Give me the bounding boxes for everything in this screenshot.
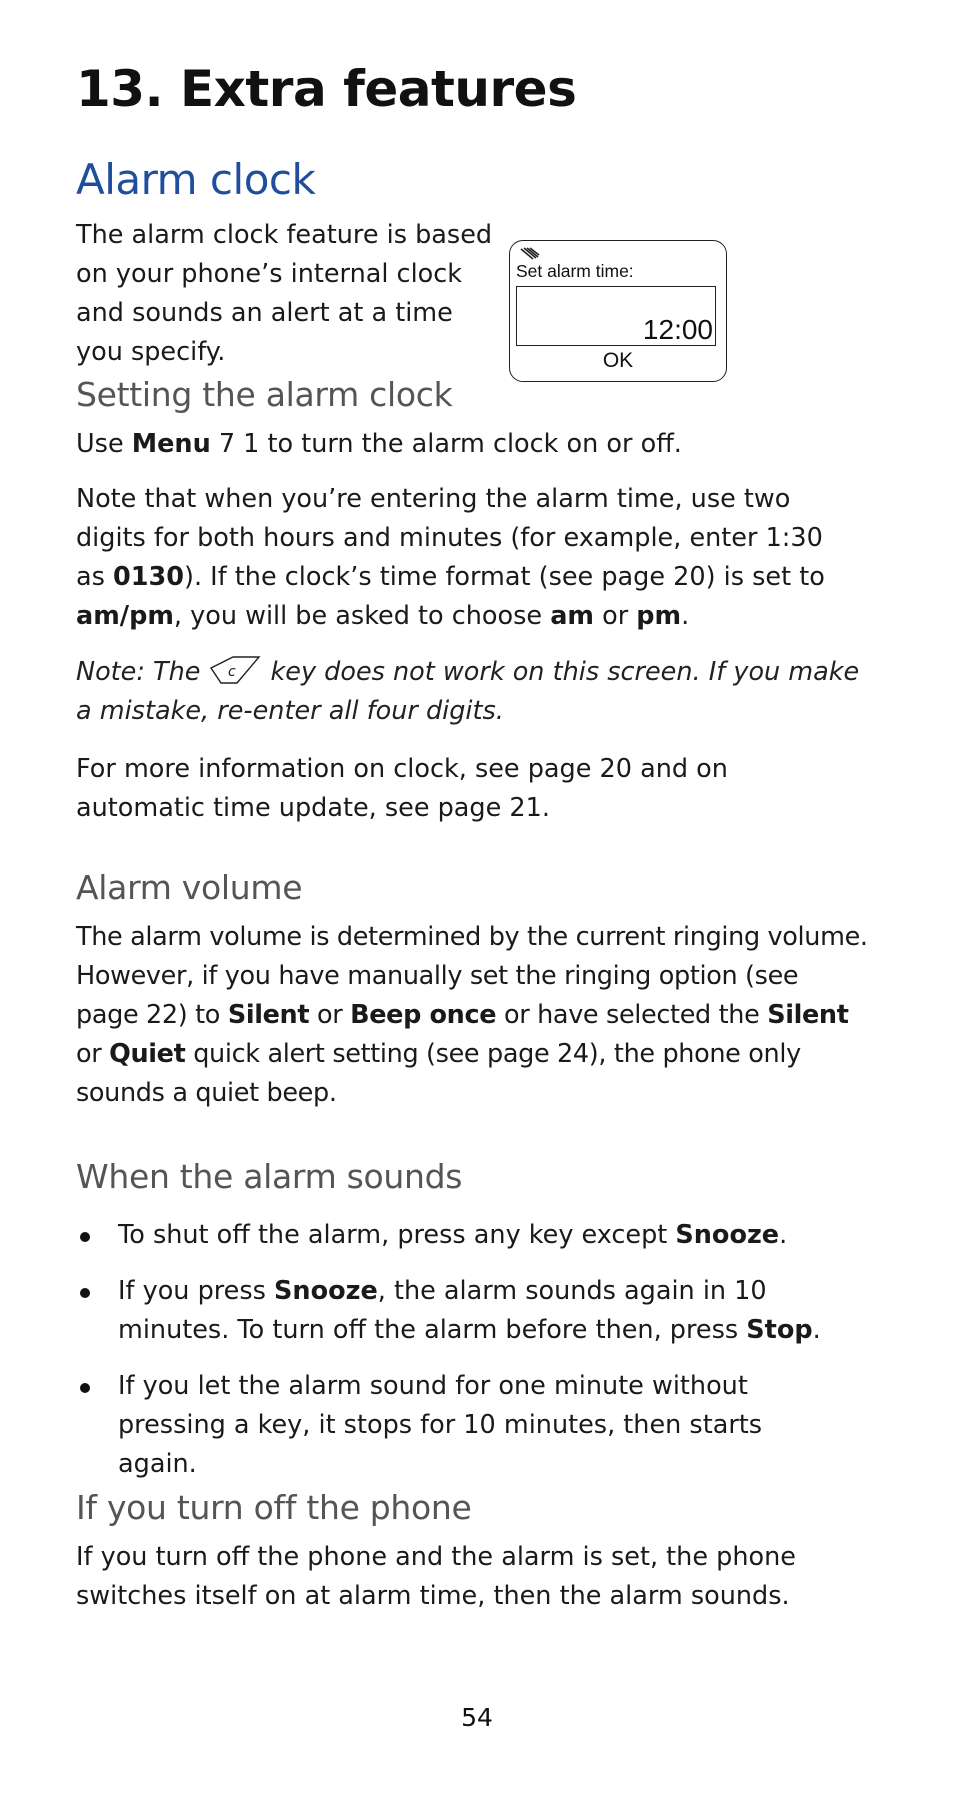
- list-item: To shut off the alarm, press any key except Snooze.: [76, 1216, 836, 1255]
- signal-icon: [519, 246, 541, 262]
- clear-key-note: Note: The c key does not work on this screen. If you make a mistake, re-enter all four digits.: [76, 653, 866, 731]
- phone-display-illustration: [509, 240, 727, 382]
- chapter-title: 13. Extra features: [76, 60, 577, 118]
- turn-off-paragraph: If you turn off the phone and the alarm is set, the phone switches itself on at alarm time, then the alarm sounds.: [76, 1542, 796, 1611]
- time-entry-field: [516, 286, 716, 346]
- alarm-time-value: 12:00: [642, 314, 713, 345]
- intro-paragraph: The alarm clock feature is based on your phone’s internal clock and sounds an alert at a time you specify.: [76, 220, 493, 367]
- svg-text:c: c: [227, 664, 236, 680]
- page-number: 54: [461, 1703, 493, 1732]
- more-info-paragraph: For more information on clock, see page 20 and on automatic time update, see page 21.: [76, 754, 728, 823]
- menu-instruction: Use Menu 7 1 to turn the alarm clock on or off.: [76, 429, 682, 459]
- entry-note-paragraph: Note that when you’re entering the alarm time, use two digits for both hours and minutes (for example, enter 1:30 as 0130). If the clock’s time format (see page 20) is set to am/pm, you will be asked to choose am or pm.: [76, 484, 825, 631]
- section-title: Alarm clock: [76, 155, 316, 204]
- ok-softkey: OK: [602, 349, 634, 372]
- heading-when-alarm-sounds: When the alarm sounds: [76, 1157, 463, 1196]
- clear-key-icon: [207, 654, 265, 686]
- heading-alarm-volume: Alarm volume: [76, 868, 303, 907]
- list-item: If you let the alarm sound for one minute without pressing a key, it stops for 10 minutes, then starts again.: [76, 1367, 836, 1484]
- heading-setting-alarm: Setting the alarm clock: [76, 375, 453, 414]
- list-item: If you press Snooze, the alarm sounds again in 10 minutes. To turn off the alarm before then, press Stop.: [76, 1272, 836, 1350]
- alarm-sounds-list: [76, 1216, 836, 1501]
- heading-turn-off-phone: If you turn off the phone: [76, 1488, 472, 1527]
- volume-paragraph: The alarm volume is determined by the current ringing volume. However, if you have manually set the ringing option (see page 22) to Silent or Beep once or have selected the Silent or Quiet quick alert setting (see page 24), the phone only sounds a quiet beep.: [76, 922, 868, 1108]
- display-prompt: Set alarm time:: [516, 261, 634, 281]
